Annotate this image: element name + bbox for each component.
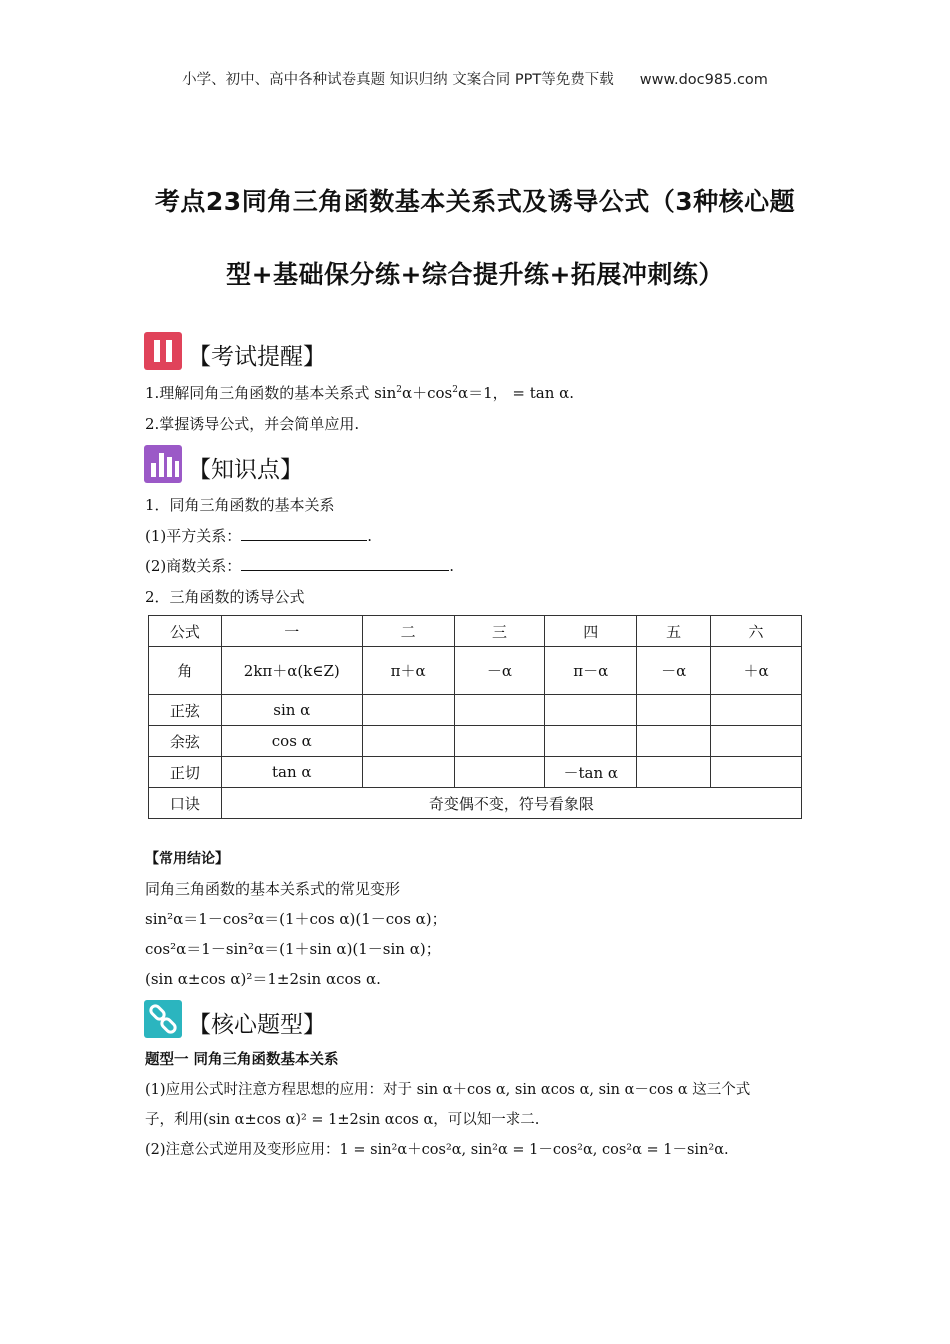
mnemonic-cell: 奇变偶不变，符号看象限 (221, 788, 801, 819)
section-knowledge-label: 【知识点】 (188, 457, 303, 483)
row-label-cell: 正切 (149, 757, 222, 788)
table-cell (711, 726, 802, 757)
core-paragraph-1: (1)应用公式时注意方程思想的应用：对于 sin α＋cos α, sin αcos α, sin α－cos α 这三个式 (145, 1082, 751, 1098)
reminder-item-1-part-a: 1.理解同角三角函数的基本关系式 sin (145, 384, 397, 402)
pause-bars-icon (144, 332, 182, 370)
table-header-cell: 三 (454, 616, 545, 647)
table-header-row (149, 616, 802, 647)
reminder-item-2: 2.掌握诱导公式，并会简单应用. (145, 415, 360, 433)
bar-chart-icon (144, 445, 182, 483)
table-row-cosine (149, 726, 802, 757)
conclusion-intro: 同角三角函数的基本关系式的常见变形 (145, 880, 401, 898)
table-cell (711, 757, 802, 788)
table-header-cell: 一 (221, 616, 362, 647)
angle-cell: －α (454, 647, 545, 695)
table-cell: cos α (221, 726, 362, 757)
link-chain-icon (144, 1000, 182, 1038)
doc-title-line1: 考点23同角三角函数基本关系式及诱导公式（3种核心题 (154, 187, 796, 216)
type-one-heading: 题型一 同角三角函数基本关系 (145, 1052, 339, 1068)
table-cell (637, 695, 711, 726)
table-cell (362, 757, 454, 788)
conclusion-formula-1: sin²α＝1－cos²α＝(1＋cos α)(1－cos α)； (145, 910, 447, 928)
section-reminder-label: 【考试提醒】 (188, 344, 326, 370)
table-cell: sin α (221, 695, 362, 726)
angle-cell: －α (637, 647, 711, 695)
section-reminder (144, 330, 326, 370)
core-paragraph-2: (2)注意公式逆用及变形应用：1 = sin²α＋cos²α, sin²α = 1－cos²α, cos²α = 1－sin²α. (145, 1142, 729, 1158)
table-cell (637, 726, 711, 757)
knowledge-heading-1: 1．同角三角函数的基本关系 (145, 496, 335, 514)
knowledge-heading-2: 2．三角函数的诱导公式 (145, 588, 305, 606)
core-paragraph-1-cont: 子，利用(sin α±cos α)² = 1±2sin αcos α，可以知一求二. (145, 1112, 540, 1128)
reminder-item-1-part-c: α＝1， = tan (457, 384, 560, 402)
conclusion-heading: 【常用结论】 (145, 851, 229, 867)
table-row-sine (149, 695, 802, 726)
quotient-relation-label: (2)商数关系： (145, 557, 242, 575)
table-row-tangent (149, 757, 802, 788)
section-core-label: 【核心题型】 (188, 1012, 326, 1038)
header-url[interactable]: www.doc985.com (639, 72, 768, 88)
square-relation-line: (1)平方关系： . (145, 527, 373, 545)
square-relation-label: (1)平方关系： (145, 527, 242, 545)
conclusion-formula-3: (sin α±cos α)²＝1±2sin αcos α. (145, 970, 381, 988)
table-row-mnemonic (149, 788, 802, 819)
angle-cell: ＋α (711, 647, 802, 695)
reminder-item-1-part-d: α. (559, 384, 575, 402)
angle-label-cell: 角 (149, 647, 222, 695)
table-header-cell: 公式 (149, 616, 222, 647)
link-chain-glyph (144, 1000, 182, 1038)
table-cell (362, 695, 454, 726)
angle-cell: 2kπ＋α(k∈Z) (221, 647, 362, 695)
quotient-relation-blank (241, 556, 449, 571)
table-cell (454, 726, 545, 757)
mnemonic-label-cell: 口诀 (149, 788, 222, 819)
table-angle-row (149, 647, 802, 695)
induction-formula-table (148, 615, 802, 819)
table-cell (454, 695, 545, 726)
quotient-relation-line: (2)商数关系： . (145, 557, 455, 575)
doc-title-line2: 型+基础保分练+综合提升练+拓展冲刺练） (226, 260, 724, 289)
angle-cell: π＋α (362, 647, 454, 695)
table-cell: －tan α (545, 757, 637, 788)
table-cell (362, 726, 454, 757)
row-label-cell: 正弦 (149, 695, 222, 726)
table-header-cell: 二 (362, 616, 454, 647)
angle-cell: π－α (545, 647, 637, 695)
table-header-cell: 五 (637, 616, 711, 647)
table-cell (545, 695, 637, 726)
header-text: 小学、初中、高中各种试卷真题 知识归纳 文案合同 PPT等免费下载 (182, 72, 614, 88)
table-header-cell: 四 (545, 616, 637, 647)
reminder-item-1-part-b: α＋cos (401, 384, 453, 402)
table-header-cell: 六 (711, 616, 802, 647)
table-cell (545, 726, 637, 757)
row-label-cell: 余弦 (149, 726, 222, 757)
table-cell (637, 757, 711, 788)
conclusion-formula-2: cos²α＝1－sin²α＝(1＋sin α)(1－sin α)； (145, 940, 441, 958)
reminder-item-1: 1.理解同角三角函数的基本关系式 $\sin^2\alpha+\cos^2\alpha=1$， = tan α. (145, 384, 575, 402)
section-core (144, 998, 326, 1038)
table-cell (711, 695, 802, 726)
square-relation-blank (241, 526, 367, 541)
section-knowledge (144, 443, 303, 483)
table-cell (454, 757, 545, 788)
page-header (0, 68, 950, 89)
table-cell: tan α (221, 757, 362, 788)
